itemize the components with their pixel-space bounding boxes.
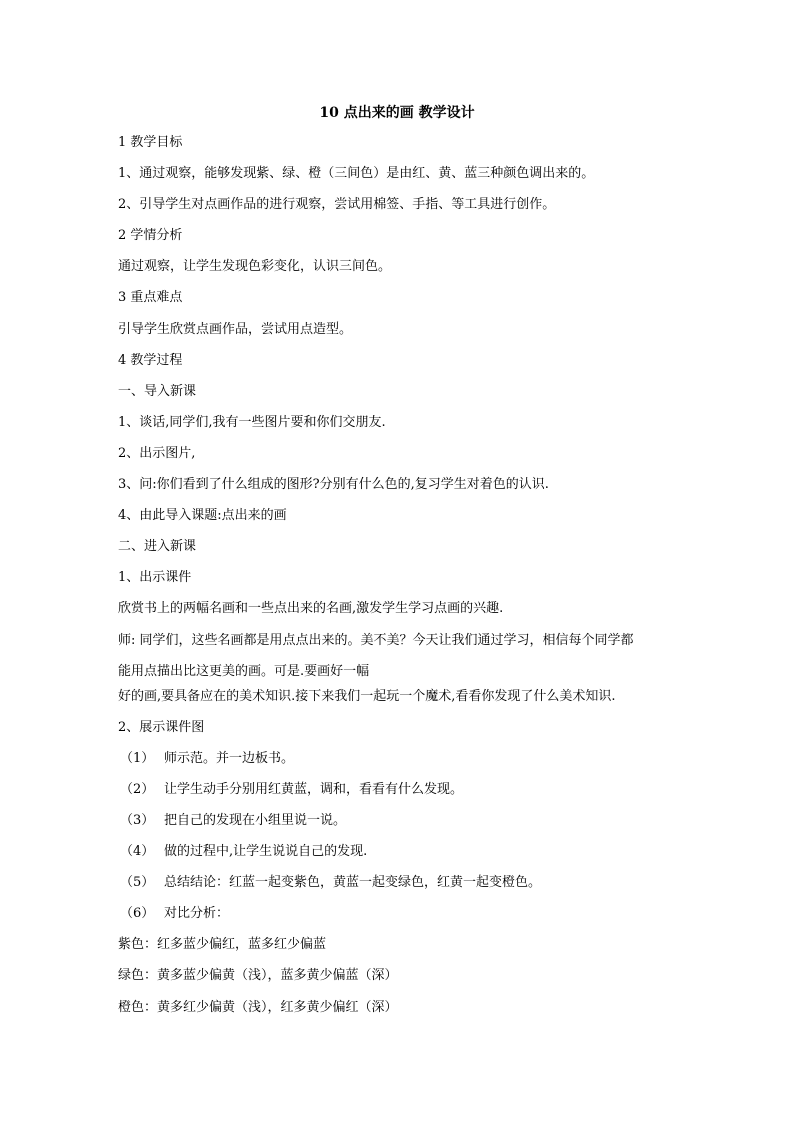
demo-step-6: （6） 对比分析：	[120, 906, 230, 922]
section-heading-analysis: 2 学情分析	[118, 228, 183, 244]
intro-step-1: 1、谈话,同学们,我有一些图片要和你们交朋友.	[118, 414, 386, 430]
lesson-paragraph-2: 师: 同学们，这些名画都是用点点出来的。美不美？今天让我们通过学习，相信每个同学都	[118, 632, 634, 648]
objective-2: 2、引导学生对点画作品的进行观察，尝试用棉签、手指、等工具进行创作。	[118, 197, 556, 213]
subsection-new-lesson: 二、进入新课	[118, 539, 197, 555]
analysis-text: 通过观察，让学生发现色彩变化，认识三间色。	[118, 259, 392, 275]
demo-step-2: （2） 让学生动手分别用红黄蓝，调和，看看有什么发现。	[120, 781, 464, 797]
demo-step-3: （3） 把自己的发现在小组里说一说。	[120, 812, 347, 828]
intro-step-4: 4、由此导入课题:点出来的画	[118, 508, 287, 524]
objective-1: 1、通过观察，能够发现紫、绿、橙（三间色）是由红、黄、蓝三种颜色调出来的。	[118, 166, 595, 182]
document-title: 10 点出来的画 教学设计	[319, 105, 475, 121]
lesson-paragraph-4: 好的画,要具备应在的美术知识.接下来我们一起玩一个魔术,看看你发现了什么美术知识.	[118, 688, 616, 704]
lesson-step-1: 1、出示课件	[118, 570, 192, 586]
intro-step-3: 3、问:你们看到了什么组成的图形?分别有什么色的,复习学生对着色的认识.	[118, 477, 549, 493]
section-heading-key-points: 3 重点难点	[118, 290, 183, 306]
lesson-step-2: 2、展示课件图	[118, 719, 205, 735]
analysis-orange: 橙色：黄多红少偏黄（浅），红多黄少偏红（深）	[118, 999, 398, 1015]
intro-step-2: 2、出示图片,	[118, 445, 196, 461]
section-heading-objectives: 1 教学目标	[118, 135, 183, 150]
section-heading-process: 4 教学过程	[118, 352, 183, 368]
analysis-green: 绿色：黄多蓝少偏黄（浅），蓝多黄少偏蓝（深）	[118, 968, 398, 984]
demo-step-5: （5） 总结结论：红蓝一起变紫色，黄蓝一起变绿色，红黄一起变橙色。	[120, 875, 542, 891]
demo-step-1: （1） 师示范。并一边板书。	[120, 750, 295, 766]
document-body	[118, 133, 698, 1029]
demo-step-4: （4） 做的过程中,让学生说说自己的发现.	[120, 844, 368, 860]
subsection-intro: 一、导入新课	[118, 383, 197, 399]
analysis-purple: 紫色：红多蓝少偏红，蓝多红少偏蓝	[118, 937, 327, 953]
key-points-text: 引导学生欣赏点画作品，尝试用点造型。	[118, 321, 353, 337]
lesson-paragraph-3: 能用点描出比这更美的画。可是.要画好一幅	[118, 663, 370, 679]
lesson-paragraph-1: 欣赏书上的两幅名画和一些点出来的名画,激发学生学习点画的兴趣.	[118, 601, 504, 617]
